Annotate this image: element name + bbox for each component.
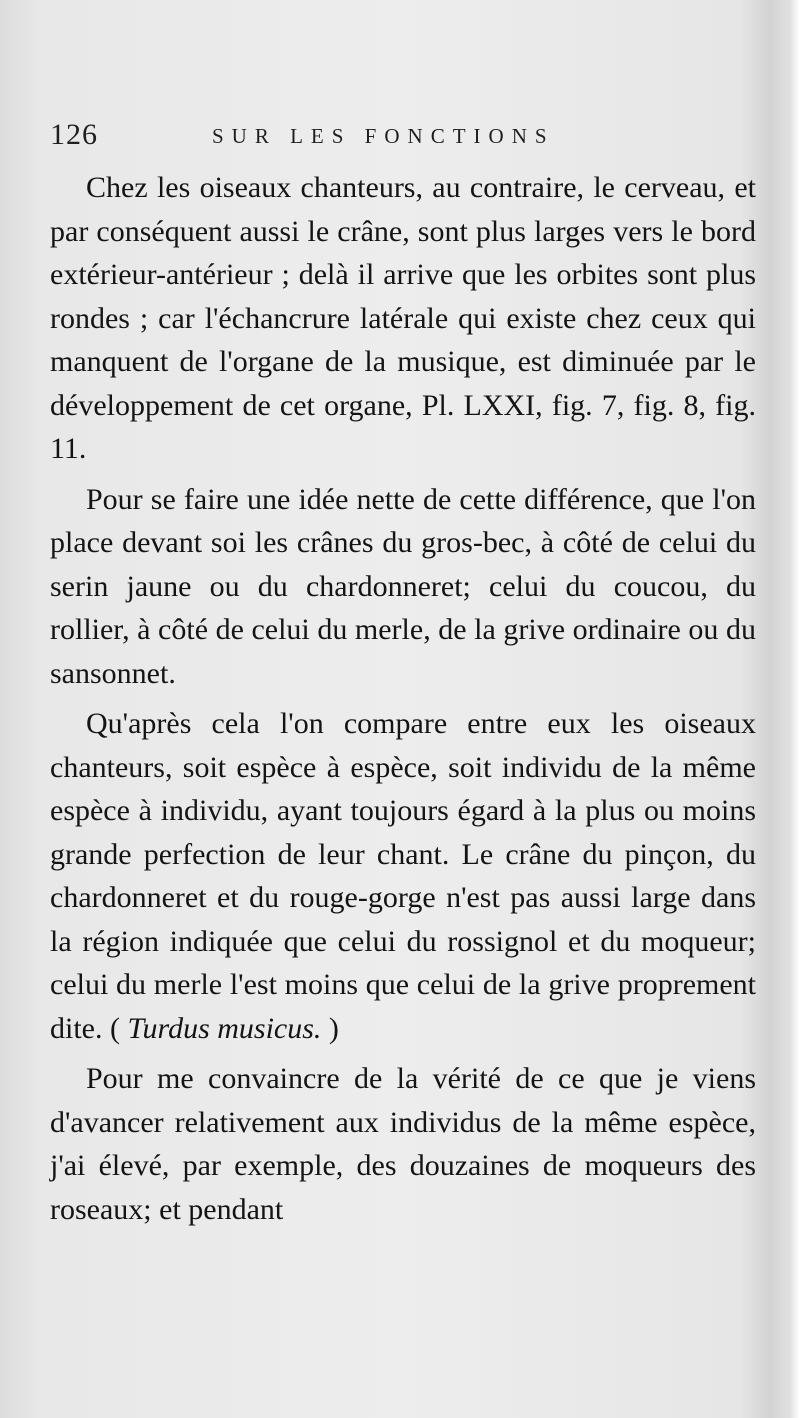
paragraph-3-tail: ) <box>321 1011 339 1045</box>
paragraph-3-text: Qu'après cela l'on compare entre eux les oiseaux chanteurs, soit espèce à espèce, soit individu de la même espèce à individu, ayant toujours égard à la plus ou moins grande perfection de leur chant. Le crâne du pinçon, du chardonneret et du rouge-gorge n'est pas aussi large dans la région indiquée que celui du rossignol et du moqueur; celui du merle l'est moins que celui de la grive proprement dite. ( <box>50 707 756 1045</box>
paragraph-2: Pour se faire une idée nette de cette différence, que l'on place devant soi les crânes du gros-bec, à côté de celui du serin jaune ou du chardonneret; celui du coucou, du rollier, à côté de celui du merle, de la grive ordinaire ou du sansonnet. <box>50 482 756 690</box>
species-name: Turdus musicus. <box>127 1011 322 1045</box>
chapter-title: SUR LES FONCTIONS <box>212 124 555 148</box>
paragraph-4: Pour me convaincre de la vérité de ce que je viens d'avancer relativement aux individus de la même espèce, j'ai élevé, par exemple, des douzaines de moqueurs des roseaux; et pendant <box>50 1062 756 1226</box>
running-head <box>50 118 750 154</box>
paragraph-3 <box>50 702 756 1050</box>
body-text <box>50 166 756 1231</box>
page-number: 126 <box>50 118 98 151</box>
paragraph-1: Chez les oiseaux chanteurs, au contraire, le cerveau, et par conséquent aussi le crâne, sont plus larges vers le bord extérieur-antérieur ; delà il arrive que les orbites sont plus rondes ; car l'échancrure latérale qui existe chez ceux qui manquent de l'organe de la musique, est diminuée par le développement de cet organe, Pl. LXXI, fig. 7, fig. 8, fig. 11. <box>50 171 756 465</box>
